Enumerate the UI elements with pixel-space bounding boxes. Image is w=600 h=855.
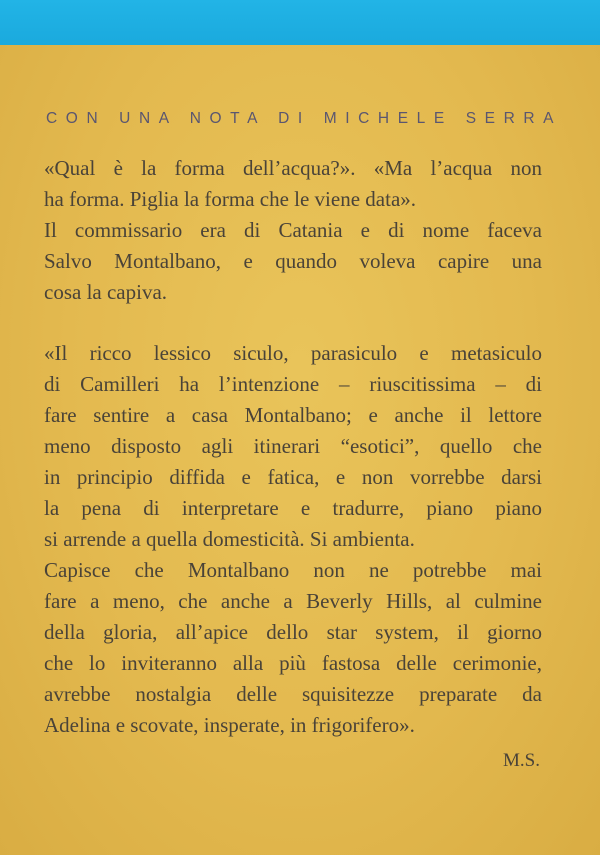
text-line: che lo inviteranno alla più fastosa delle cerimonie, bbox=[44, 651, 542, 675]
text-line: si arrende a quella domesticità. Si ambienta. bbox=[44, 527, 415, 551]
quote-paragraph bbox=[44, 153, 542, 308]
text-line: Capisce che Montalbano non ne potrebbe mai bbox=[44, 558, 542, 582]
text-line: Adelina e scovate, insperate, in frigorifero». bbox=[44, 713, 415, 737]
text-line: meno disposto agli itinerari “esotici”, quello che bbox=[44, 434, 542, 458]
text-line: fare sentire a casa Montalbano; e anche il lettore bbox=[44, 403, 542, 427]
text-line: la pena di interpretare e tradurre, piano piano bbox=[44, 496, 542, 520]
text-line: in principio diffida e fatica, e non vorrebbe darsi bbox=[44, 465, 542, 489]
text-line: della gloria, all’apice dello star system, il giorno bbox=[44, 620, 542, 644]
note-heading: CON UNA NOTA DI MICHELE SERRA bbox=[46, 110, 563, 127]
text-line: «Il ricco lessico siculo, parasiculo e metasiculo bbox=[44, 341, 542, 365]
text-line: Il commissario era di Catania e di nome faceva bbox=[44, 218, 542, 242]
text-line: avrebbe nostalgia delle squisitezze preparate da bbox=[44, 682, 542, 706]
text-line: cosa la capiva. bbox=[44, 280, 168, 304]
text-line: di Camilleri ha l’intenzione – riuscitissima – di bbox=[44, 372, 542, 396]
text-line: «Qual è la forma dell’acqua?». «Ma l’acqua non bbox=[44, 156, 542, 180]
signature-initials: M.S. bbox=[503, 750, 540, 771]
text-line: ha forma. Piglia la forma che le viene data». bbox=[44, 187, 417, 211]
text-line: Salvo Montalbano, e quando voleva capire una bbox=[44, 249, 542, 273]
text-line: fare a meno, che anche a Beverly Hills, al culmine bbox=[44, 589, 542, 613]
top-blue-band bbox=[0, 0, 600, 47]
review-paragraph bbox=[44, 338, 542, 741]
